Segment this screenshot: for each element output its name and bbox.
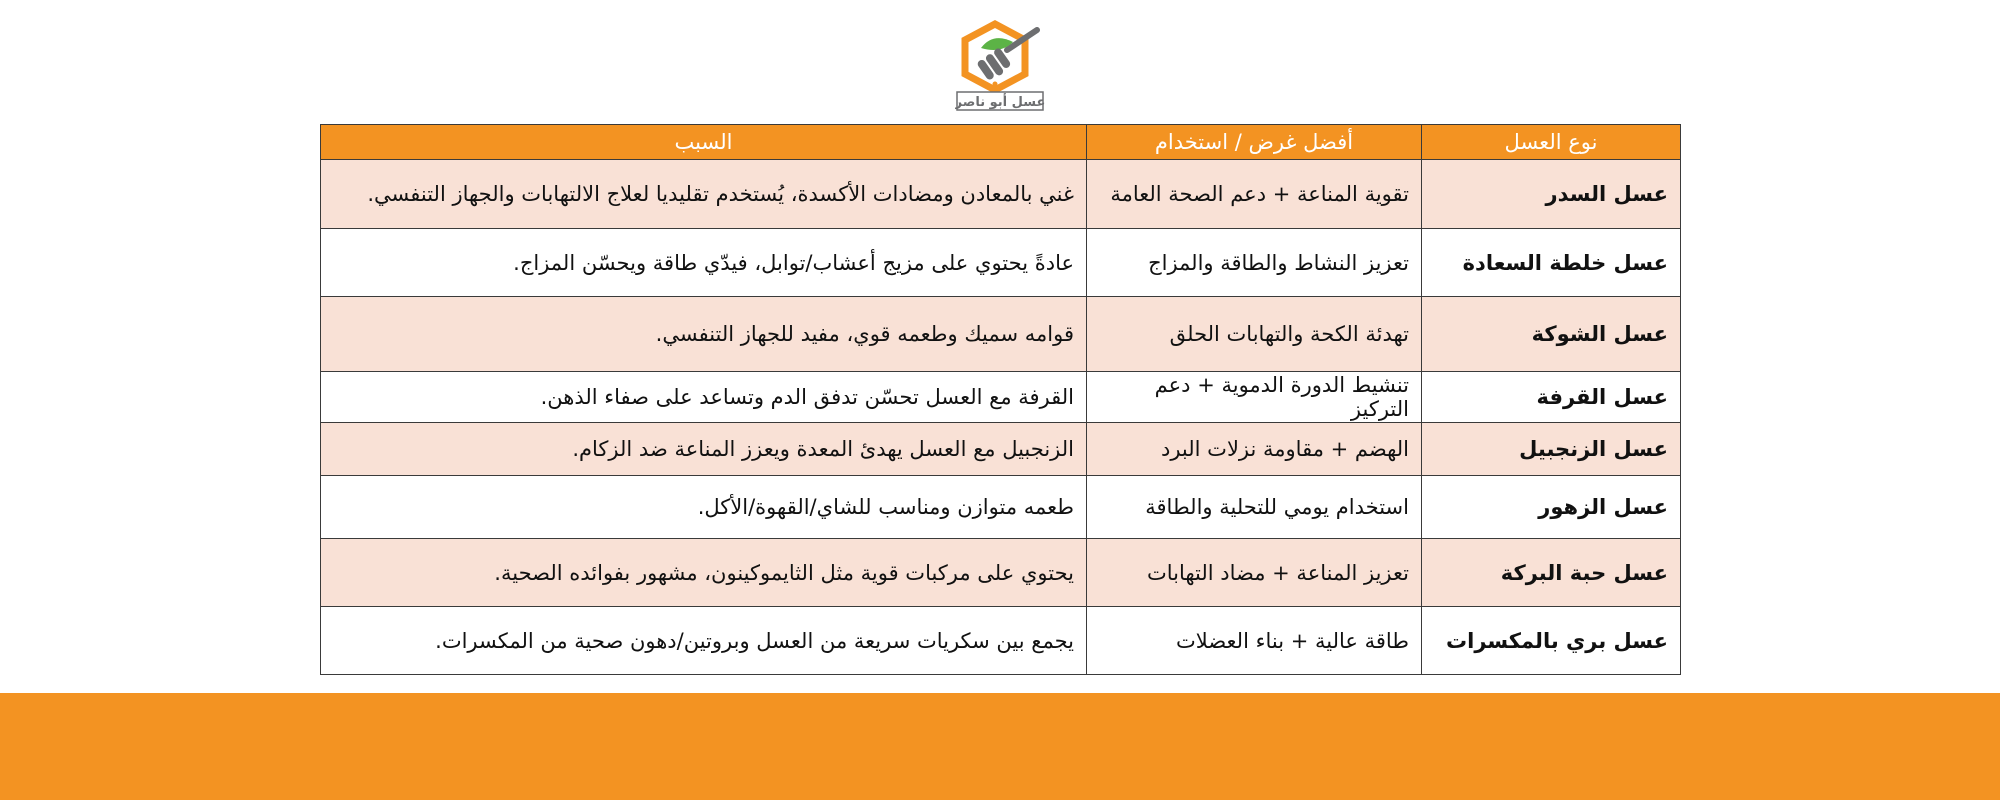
- header-best-use: أفضل غرض / استخدام: [1087, 125, 1422, 160]
- table-row: [321, 607, 1681, 675]
- svg-text:عسل أبو ناصر: عسل أبو ناصر: [955, 95, 1045, 110]
- cell-reason: الزنجبيل مع العسل يهدئ المعدة ويعزز المناعة ضد الزكام.: [321, 423, 1087, 476]
- cell-best-use: تعزيز المناعة + مضاد التهابات: [1087, 539, 1422, 607]
- table-header-row: [321, 125, 1681, 160]
- cell-honey-type: عسل الشوكة: [1422, 297, 1681, 372]
- table-row: [321, 539, 1681, 607]
- honey-dipper-hexagon-icon: [955, 20, 1045, 112]
- table-row: [321, 229, 1681, 297]
- cell-honey-type: عسل حبة البركة: [1422, 539, 1681, 607]
- cell-best-use: تنشيط الدورة الدموية + دعم التركيز: [1087, 372, 1422, 423]
- cell-best-use: طاقة عالية + بناء العضلات: [1087, 607, 1422, 675]
- cell-best-use: تقوية المناعة + دعم الصحة العامة: [1087, 160, 1422, 229]
- footer-orange-band: [0, 693, 2000, 800]
- cell-best-use: استخدام يومي للتحلية والطاقة: [1087, 476, 1422, 539]
- honey-types-table: [320, 124, 1681, 675]
- cell-reason: القرفة مع العسل تحسّن تدفق الدم وتساعد على صفاء الذهن.: [321, 372, 1087, 423]
- cell-honey-type: عسل الزنجبيل: [1422, 423, 1681, 476]
- cell-honey-type: عسل بري بالمكسرات: [1422, 607, 1681, 675]
- cell-reason: قوامه سميك وطعمه قوي، مفيد للجهاز التنفسي.: [321, 297, 1087, 372]
- brand-logo: [955, 20, 1045, 112]
- cell-reason: طعمه متوازن ومناسب للشاي/القهوة/الأكل.: [321, 476, 1087, 539]
- header-reason: السبب: [321, 125, 1087, 160]
- cell-best-use: الهضم + مقاومة نزلات البرد: [1087, 423, 1422, 476]
- cell-honey-type: عسل خلطة السعادة: [1422, 229, 1681, 297]
- cell-reason: يجمع بين سكريات سريعة من العسل وبروتين/دهون صحية من المكسرات.: [321, 607, 1087, 675]
- cell-reason: غني بالمعادن ومضادات الأكسدة، يُستخدم تقليديا لعلاج الالتهابات والجهاز التنفسي.: [321, 160, 1087, 229]
- table-row: [321, 423, 1681, 476]
- table-row: [321, 372, 1681, 423]
- cell-honey-type: عسل القرفة: [1422, 372, 1681, 423]
- table-row: [321, 476, 1681, 539]
- cell-best-use: تهدئة الكحة والتهابات الحلق: [1087, 297, 1422, 372]
- cell-honey-type: عسل الزهور: [1422, 476, 1681, 539]
- table-row: [321, 297, 1681, 372]
- cell-reason: عادةً يحتوي على مزيج أعشاب/توابل، فيدّي طاقة ويحسّن المزاج.: [321, 229, 1087, 297]
- header-honey-type: نوع العسل: [1422, 125, 1681, 160]
- table-row: [321, 160, 1681, 229]
- cell-best-use: تعزيز النشاط والطاقة والمزاج: [1087, 229, 1422, 297]
- cell-honey-type: عسل السدر: [1422, 160, 1681, 229]
- cell-reason: يحتوي على مركبات قوية مثل الثايموكينون، مشهور بفوائده الصحية.: [321, 539, 1087, 607]
